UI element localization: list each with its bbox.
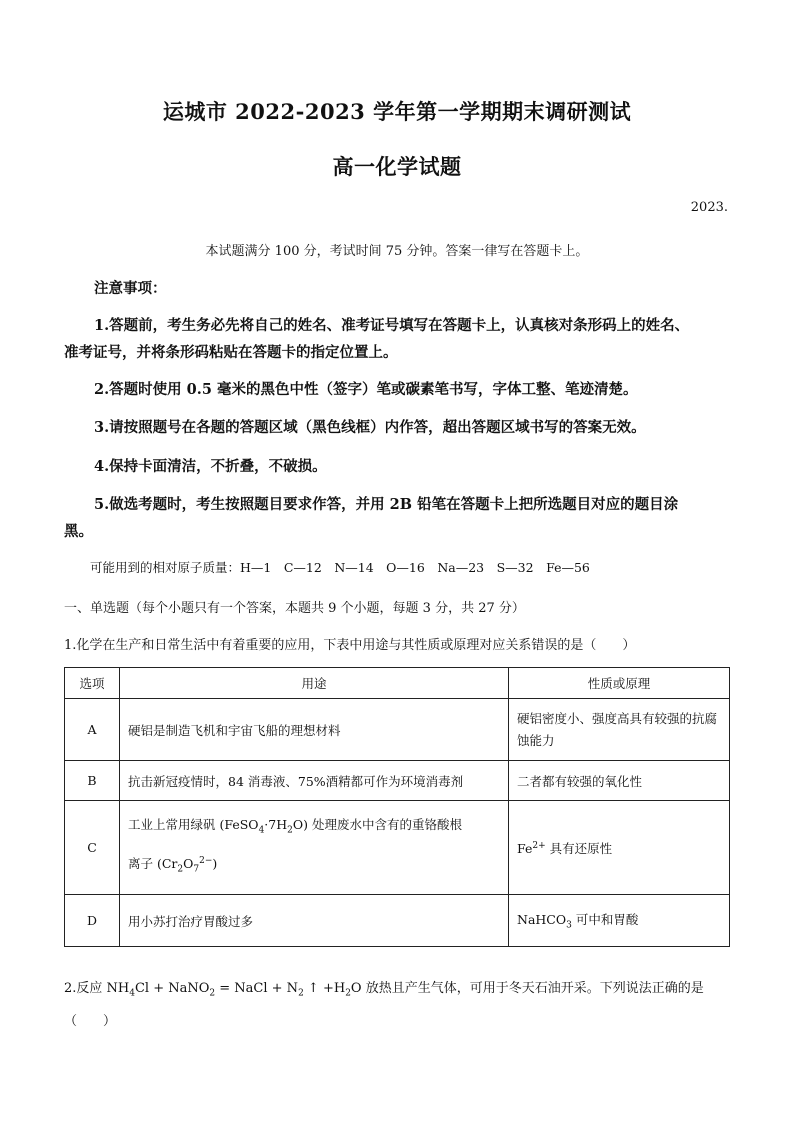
subscript: 2 xyxy=(298,988,304,999)
table-header-row xyxy=(65,668,730,699)
section-heading: 一、单选题（每个小题只有一个答案，本题共 9 个小题，每题 3 分，共 27 分） xyxy=(64,601,525,616)
notice-item-4: 4.保持卡面清洁，不折叠，不破损。 xyxy=(94,458,327,475)
exam-date: 2023. xyxy=(690,200,728,215)
formula-text: Cl + NaNO xyxy=(134,981,210,996)
subscript: 7 xyxy=(193,864,200,875)
formula-text: ) xyxy=(212,856,218,872)
question-1-table xyxy=(64,667,730,947)
table-row xyxy=(65,801,730,895)
formula-text: 可中和胃酸 xyxy=(571,912,639,928)
table-row xyxy=(65,761,730,801)
notice-item-5-cont: 黑。 xyxy=(64,523,93,540)
formula-text: 具有还原性 xyxy=(545,840,613,856)
exam-subtitle: 高一化学试题 xyxy=(332,154,462,179)
table-header-cell: 用途 xyxy=(120,668,509,699)
formula-text: = NaCl + N xyxy=(215,981,299,996)
formula-text: 2.反应 NH xyxy=(64,981,130,996)
formula-text: O 放热且产生气体，可用于冬天石油开采。下列说法正确的是 xyxy=(350,981,704,996)
option-property: 硬铝密度小、强度高具有较强的抗腐蚀能力 xyxy=(509,699,730,761)
question-1-stem: 1.化学在生产和日常生活中有着重要的应用，下表中用途与其性质或原理对应关系错误的是（ ） xyxy=(64,638,636,653)
option-label: A xyxy=(65,699,120,761)
notice-item-2: 2.答题时使用 0.5 毫米的黑色中性（签字）笔或碳素笔书写，字体工整、笔迹清楚。 xyxy=(94,381,638,398)
option-label: B xyxy=(65,761,120,801)
option-label: C xyxy=(65,801,120,895)
option-use: 抗击新冠疫情时，84 消毒液、75%酒精都可作为环境消毒剂 xyxy=(120,761,509,801)
exam-intro: 本试题满分 100 分，考试时间 75 分钟。答案一律写在答题卡上。 xyxy=(205,244,589,259)
formula-text: ↑ +H xyxy=(303,981,346,996)
question-2-answer-paren: （ ） xyxy=(64,1014,117,1029)
option-use xyxy=(120,801,509,895)
formula-text: NaHCO xyxy=(517,912,567,928)
subscript: 2 xyxy=(287,825,293,836)
table-row xyxy=(65,699,730,761)
formula-text: Fe xyxy=(517,840,533,856)
subscript: 4 xyxy=(258,825,265,836)
question-2-stem xyxy=(64,977,704,999)
notice-item-1: 1.答题前，考生务必先将自己的姓名、准考证号填写在答题卡上，认真核对条形码上的姓名、 xyxy=(94,317,690,334)
option-property xyxy=(509,801,730,895)
formula-text: 工业上常用绿矾 (FeSO xyxy=(128,817,259,833)
superscript: 2+ xyxy=(532,840,546,851)
subscript: 2 xyxy=(345,988,351,999)
table-header-cell: 性质或原理 xyxy=(509,668,730,699)
table-header-cell: 选项 xyxy=(65,668,120,699)
subscript: 2 xyxy=(209,988,216,999)
formula-text: 离子 (Cr xyxy=(128,856,178,872)
notice-heading: 注意事项： xyxy=(94,280,167,297)
subscript: 3 xyxy=(566,920,572,931)
notice-item-3: 3.请按照题号在各题的答题区域（黑色线框）内作答，超出答题区域书写的答案无效。 xyxy=(94,419,646,436)
option-property: 二者都有较强的氧化性 xyxy=(509,761,730,801)
formula-text: O) 处理废水中含有的重铬酸根 xyxy=(292,817,462,833)
notice-item-5: 5.做选考题时，考生按照题目要求作答，并用 2B 铅笔在答题卡上把所选题目对应的题目涂 xyxy=(94,496,679,513)
formula-text: ·7H xyxy=(264,817,288,833)
option-label: D xyxy=(65,895,120,947)
subscript: 4 xyxy=(129,988,135,999)
subscript: 2 xyxy=(177,864,184,875)
exam-title: 运城市 2022-2023 学年第一学期期末调研测试 xyxy=(162,99,632,124)
table-row xyxy=(65,895,730,947)
formula-text: O xyxy=(183,856,194,872)
notice-item-1-cont: 准考证号，并将条形码粘贴在答题卡的指定位置上。 xyxy=(64,344,398,361)
superscript: 2− xyxy=(199,855,213,866)
option-use: 硬铝是制造飞机和宇宙飞船的理想材料 xyxy=(120,699,509,761)
option-use: 用小苏打治疗胃酸过多 xyxy=(120,895,509,947)
option-property xyxy=(509,895,730,947)
atomic-masses: 可能用到的相对原子质量：H—1 C—12 N—14 O—16 Na—23 S—32 Fe—56 xyxy=(90,560,590,575)
